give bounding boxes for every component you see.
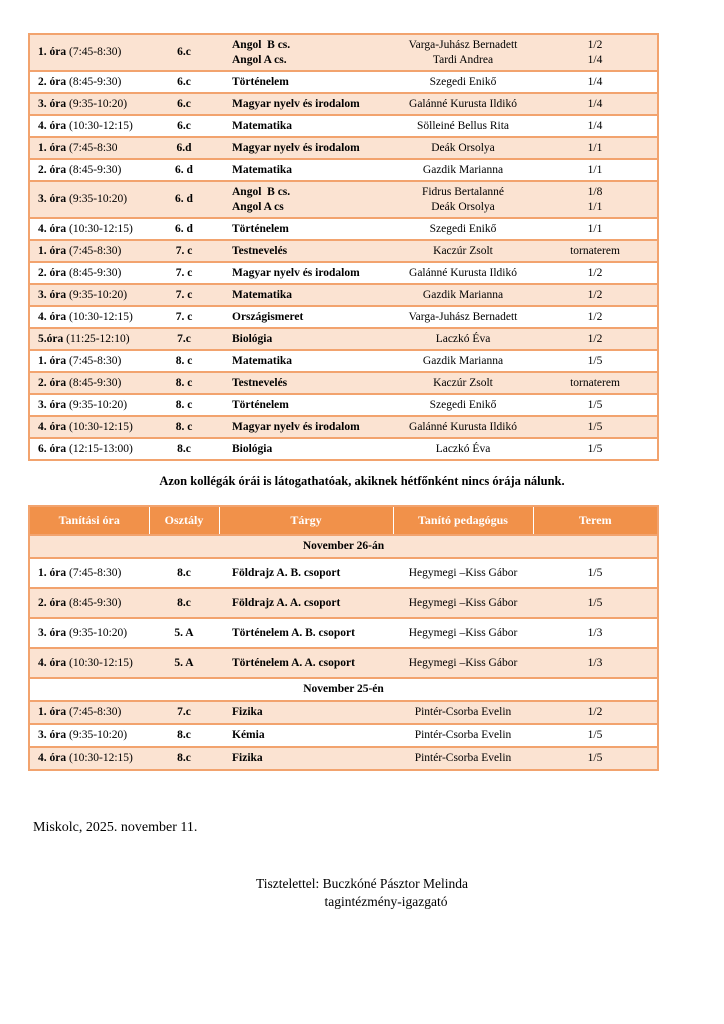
lesson-time-cell: 2. óra (8:45-9:30) bbox=[38, 163, 122, 176]
subject-cell: Történelem bbox=[232, 222, 289, 235]
table-row bbox=[29, 137, 658, 159]
room-cell: 1/4 bbox=[587, 97, 603, 110]
column-header-lesson: Tanítási óra bbox=[29, 506, 149, 535]
subject-cell: Magyar nyelv és irodalom bbox=[232, 141, 360, 154]
subject-cell: Magyar nyelv és irodalom bbox=[232, 420, 360, 433]
class-cell: 7. c bbox=[175, 266, 193, 279]
table-row bbox=[29, 181, 658, 218]
table-row bbox=[29, 93, 658, 115]
class-cell: 6.c bbox=[177, 46, 191, 58]
room-cell: 1/5 bbox=[587, 398, 603, 411]
subject-cell: Földrajz A. B. csoport bbox=[232, 566, 341, 579]
lesson-time-cell: 3. óra (9:35-10:20) bbox=[38, 193, 128, 205]
subject-cell: Angol B cs. Angol A cs. bbox=[232, 38, 291, 66]
class-cell: 6.c bbox=[177, 75, 191, 88]
lesson-time-cell: 2. óra (8:45-9:30) bbox=[38, 266, 122, 279]
class-cell: 8. c bbox=[175, 376, 193, 389]
subject-cell: Matematika bbox=[232, 288, 293, 301]
closing-block bbox=[0, 876, 724, 910]
lesson-time-cell: 6. óra (12:15-13:00) bbox=[38, 442, 133, 455]
table-row bbox=[29, 618, 658, 648]
lesson-time-cell: 2. óra (8:45-9:30) bbox=[38, 596, 122, 609]
table-row bbox=[29, 240, 658, 262]
subject-cell: Biológia bbox=[232, 442, 273, 455]
subject-cell: Magyar nyelv és irodalom bbox=[232, 266, 360, 279]
subject-cell: Történelem bbox=[232, 75, 289, 88]
lesson-time-cell: 3. óra (9:35-10:20) bbox=[38, 97, 128, 110]
lesson-time-cell: 2. óra (8:45-9:30) bbox=[38, 75, 122, 88]
class-cell: 8.c bbox=[177, 596, 191, 609]
subject-cell: Földrajz A. A. csoport bbox=[232, 596, 341, 609]
table-row bbox=[29, 648, 658, 678]
subject-cell: Testnevelés bbox=[232, 244, 288, 257]
room-cell: 1/2 bbox=[587, 266, 603, 279]
subject-cell: Biológia bbox=[232, 332, 273, 345]
lesson-time-cell: 4. óra (10:30-12:15) bbox=[38, 222, 133, 235]
room-cell: 1/5 bbox=[587, 420, 603, 433]
closing-line: Tisztelettel: Buczkóné Pásztor Melinda bbox=[255, 876, 469, 891]
lesson-time-cell: 4. óra (10:30-12:15) bbox=[38, 420, 133, 433]
teacher-cell: Szegedi Enikő bbox=[429, 75, 497, 88]
room-cell: 1/2 bbox=[587, 288, 603, 301]
teacher-cell: Szegedi Enikő bbox=[429, 222, 497, 235]
teacher-cell: Hegymegi –Kiss Gábor bbox=[408, 566, 518, 579]
class-cell: 6. d bbox=[175, 222, 193, 235]
room-cell: tornaterem bbox=[570, 376, 620, 389]
class-cell: 6. d bbox=[175, 193, 193, 205]
lesson-time-cell: 1. óra (7:45-8:30) bbox=[38, 566, 122, 579]
class-cell: 5. A bbox=[174, 626, 194, 639]
class-cell: 6. d bbox=[175, 163, 193, 176]
teacher-cell: Fidrus Bertalanné Deák Orsolya bbox=[421, 185, 505, 213]
lesson-time-cell: 3. óra (9:35-10:20) bbox=[38, 288, 128, 301]
room-cell: 1/4 bbox=[587, 75, 603, 88]
room-cell: 1/1 bbox=[587, 163, 603, 176]
room-cell: 1/2 bbox=[587, 706, 603, 718]
subject-cell: Történelem A. B. csoport bbox=[232, 626, 355, 639]
class-cell: 8. c bbox=[175, 420, 193, 433]
table-row bbox=[29, 416, 658, 438]
teacher-cell: Kaczúr Zsolt bbox=[433, 376, 493, 389]
class-cell: 6.c bbox=[177, 119, 191, 132]
lesson-time-cell: 3. óra (9:35-10:20) bbox=[38, 729, 128, 741]
room-cell: 1/4 bbox=[587, 119, 603, 132]
subject-cell: Kémia bbox=[232, 729, 265, 741]
class-cell: 8.c bbox=[177, 752, 191, 764]
schedule-table-visitable bbox=[28, 505, 659, 771]
table-row bbox=[29, 747, 658, 770]
subject-cell: Matematika bbox=[232, 119, 293, 132]
subject-cell: Angol B cs. Angol A cs bbox=[232, 185, 291, 213]
room-cell: 1/2 1/4 bbox=[587, 38, 603, 66]
class-cell: 6.c bbox=[177, 97, 191, 110]
teacher-cell: Gazdik Marianna bbox=[422, 163, 504, 176]
class-cell: 7. c bbox=[175, 288, 193, 301]
table-row bbox=[29, 159, 658, 181]
teacher-cell: Hegymegi –Kiss Gábor bbox=[408, 626, 518, 639]
section-date-label: November 25-én bbox=[303, 683, 384, 695]
table-row bbox=[29, 328, 658, 350]
class-cell: 7. c bbox=[175, 244, 193, 257]
class-cell: 5. A bbox=[174, 656, 194, 669]
table-row bbox=[29, 218, 658, 240]
class-cell: 8.c bbox=[177, 566, 191, 579]
section-band-row bbox=[29, 678, 658, 701]
lesson-time-cell: 1. óra (7:45-8:30) bbox=[38, 706, 122, 718]
table-row bbox=[29, 71, 658, 93]
subject-cell: Történelem bbox=[232, 398, 289, 411]
room-cell: 1/1 bbox=[587, 222, 603, 235]
table-row bbox=[29, 394, 658, 416]
lesson-time-cell: 1. óra (7:45-8:30 bbox=[38, 141, 118, 154]
subject-cell: Matematika bbox=[232, 354, 293, 367]
room-cell: 1/5 bbox=[587, 354, 603, 367]
section-band-row bbox=[29, 535, 658, 558]
room-cell: 1/2 bbox=[587, 310, 603, 323]
room-cell: 1/5 bbox=[587, 729, 603, 741]
teacher-cell: Galánné Kurusta Ildikó bbox=[409, 420, 517, 433]
lesson-time-cell: 1. óra (7:45-8:30) bbox=[38, 354, 122, 367]
table-row bbox=[29, 262, 658, 284]
table-row bbox=[29, 350, 658, 372]
teacher-cell: Hegymegi –Kiss Gábor bbox=[408, 656, 518, 669]
table-row bbox=[29, 34, 658, 71]
class-cell: 6.d bbox=[176, 141, 192, 154]
column-header-class: Osztály bbox=[149, 506, 219, 535]
section-date-label: November 26-án bbox=[302, 540, 385, 552]
teacher-cell: Laczkó Éva bbox=[435, 332, 491, 345]
room-cell: 1/5 bbox=[587, 442, 603, 455]
room-cell: 1/1 bbox=[587, 141, 603, 154]
table-row bbox=[29, 372, 658, 394]
class-cell: 7. c bbox=[175, 310, 193, 323]
room-cell: 1/3 bbox=[587, 626, 603, 639]
subject-cell: Magyar nyelv és irodalom bbox=[232, 97, 360, 110]
column-header-teacher: Tanító pedagógus bbox=[393, 506, 533, 535]
subject-cell: Fizika bbox=[232, 752, 263, 764]
table-row bbox=[29, 115, 658, 137]
teacher-cell: Kaczúr Zsolt bbox=[433, 244, 493, 257]
class-cell: 8. c bbox=[175, 354, 193, 367]
class-cell: 8.c bbox=[177, 442, 191, 455]
class-cell: 7.c bbox=[177, 332, 191, 345]
teacher-cell: Varga-Juhász Bernadett bbox=[408, 310, 518, 323]
teacher-cell: Hegymegi –Kiss Gábor bbox=[408, 596, 518, 609]
class-cell: 8. c bbox=[175, 398, 193, 411]
teacher-cell: Szegedi Enikő bbox=[429, 398, 497, 411]
table-row bbox=[29, 306, 658, 328]
room-cell: 1/5 bbox=[587, 596, 603, 609]
table-row bbox=[29, 284, 658, 306]
table-row bbox=[29, 701, 658, 724]
teacher-cell: Pintér-Csorba Evelin bbox=[414, 706, 512, 718]
teacher-cell: Pintér-Csorba Evelin bbox=[414, 729, 512, 741]
column-header-room: Terem bbox=[533, 506, 658, 535]
lesson-time-cell: 1. óra (7:45-8:30) bbox=[38, 244, 122, 257]
subject-cell: Testnevelés bbox=[232, 376, 288, 389]
teacher-cell: Gazdik Marianna bbox=[422, 288, 504, 301]
lesson-time-cell: 4. óra (10:30-12:15) bbox=[38, 119, 133, 132]
lesson-time-cell: 1. óra (7:45-8:30) bbox=[38, 46, 122, 58]
table-header-row bbox=[29, 506, 658, 535]
teacher-cell: Laczkó Éva bbox=[435, 442, 491, 455]
lesson-time-cell: 4. óra (10:30-12:15) bbox=[38, 656, 133, 669]
room-cell: 1/3 bbox=[587, 656, 603, 669]
visiting-note: Azon kollégák órái is látogathatóak, akiknek hétfőnként nincs órája nálunk. bbox=[159, 474, 565, 488]
table-row bbox=[29, 588, 658, 618]
lesson-time-cell: 3. óra (9:35-10:20) bbox=[38, 398, 128, 411]
subject-cell: Fizika bbox=[232, 706, 263, 718]
column-header-subject: Tárgy bbox=[219, 506, 393, 535]
teacher-cell: Galánné Kurusta Ildikó bbox=[409, 266, 517, 279]
room-cell: 1/2 bbox=[587, 332, 603, 345]
teacher-cell: Gazdik Marianna bbox=[422, 354, 504, 367]
lesson-time-cell: 4. óra (10:30-12:15) bbox=[38, 310, 133, 323]
class-cell: 8.c bbox=[177, 729, 191, 741]
lesson-time-cell: 4. óra (10:30-12:15) bbox=[38, 752, 133, 764]
table-row bbox=[29, 438, 658, 460]
class-cell: 7.c bbox=[177, 706, 191, 718]
subject-cell: Történelem A. A. csoport bbox=[232, 656, 355, 669]
table-row bbox=[29, 724, 658, 747]
teacher-cell: Galánné Kurusta Ildikó bbox=[409, 97, 517, 110]
room-cell: tornaterem bbox=[570, 244, 620, 257]
room-cell: 1/5 bbox=[587, 566, 603, 579]
signature-title: tagintézmény-igazgató bbox=[324, 894, 448, 909]
table-row bbox=[29, 558, 658, 588]
date-place-line: Miskolc, 2025. november 11. bbox=[33, 820, 198, 835]
teacher-cell: Deák Orsolya bbox=[431, 141, 495, 154]
lesson-time-cell: 2. óra (8:45-9:30) bbox=[38, 376, 122, 389]
lesson-time-cell: 5.óra (11:25-12:10) bbox=[38, 332, 130, 345]
lesson-time-cell: 3. óra (9:35-10:20) bbox=[38, 626, 128, 639]
teacher-cell: Pintér-Csorba Evelin bbox=[414, 752, 512, 764]
subject-cell: Matematika bbox=[232, 163, 293, 176]
schedule-table-continued bbox=[28, 33, 659, 461]
room-cell: 1/5 bbox=[587, 752, 603, 764]
room-cell: 1/8 1/1 bbox=[587, 185, 603, 213]
subject-cell: Országismeret bbox=[232, 310, 304, 323]
teacher-cell: Varga-Juhász Bernadett Tardi Andrea bbox=[408, 38, 518, 66]
teacher-cell: Sölleiné Bellus Rita bbox=[417, 119, 509, 132]
